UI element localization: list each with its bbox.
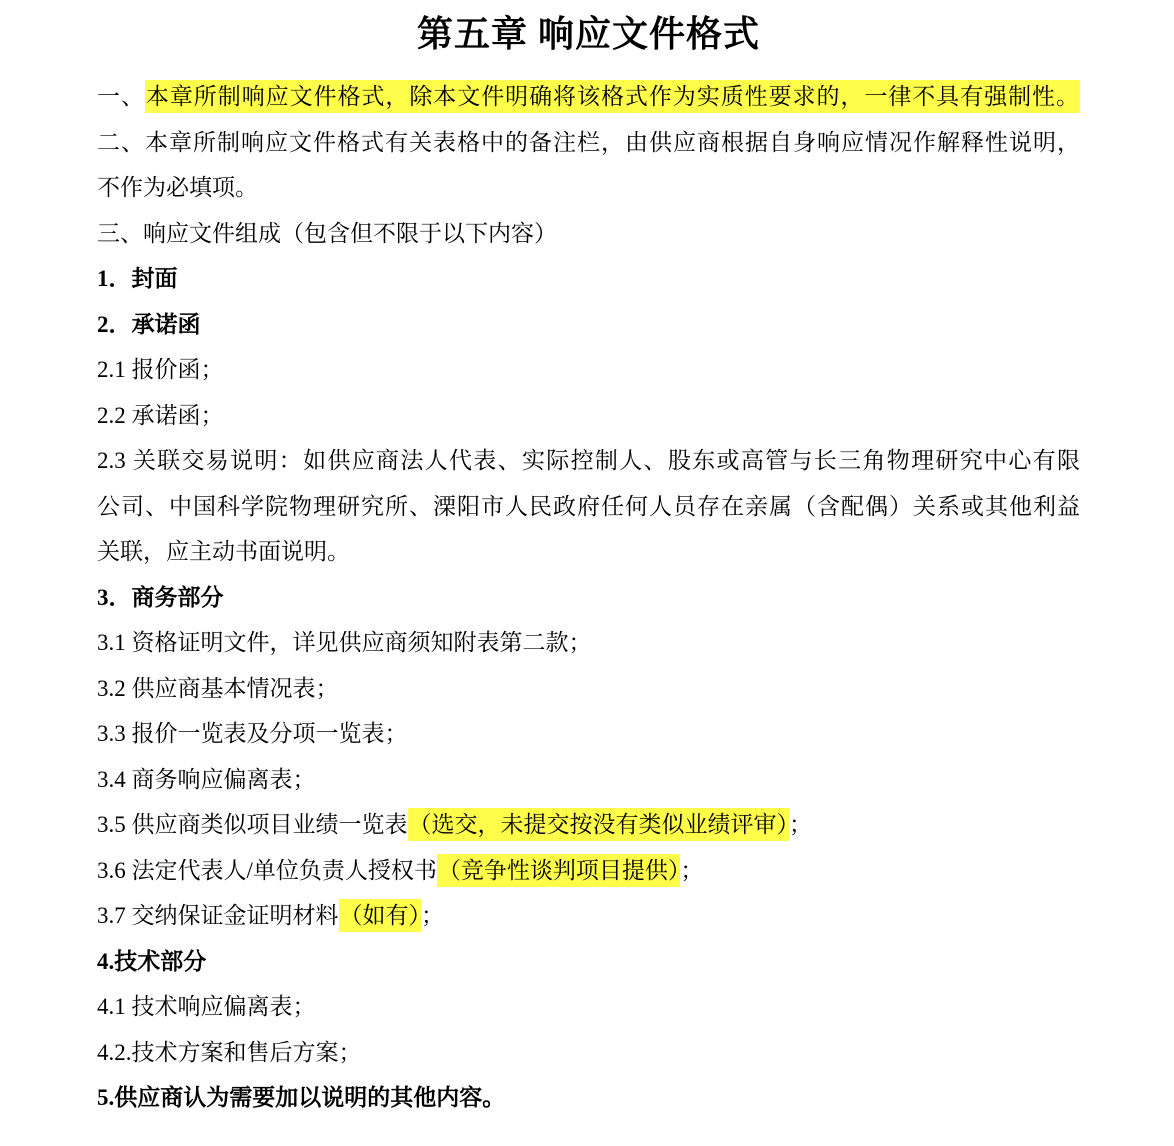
highlighted-text: 本章所制响应文件格式，除本文件明确将该格式作为实质性要求的，一律不具有强制性。 [145, 80, 1080, 113]
item-text: 3.1 资格证明文件，详见供应商须知附表第二款； [97, 630, 592, 655]
heading-text: 1．封面 [97, 266, 178, 291]
chapter-title: 第五章 响应文件格式 [416, 14, 760, 54]
item-text: 3.4 商务响应偏离表； [97, 766, 316, 792]
item-3-2-supplier-basic-info [97, 666, 1080, 712]
paragraph-text: 三、响应文件组成（包含但不限于以下内容） [97, 220, 557, 246]
heading-text: 3．商务部分 [97, 584, 224, 610]
item-text: 2.2 承诺函； [97, 402, 224, 428]
highlighted-text: （如有） [339, 899, 422, 932]
paragraph-text: 2.3 关联交易说明：如供应商法人代表、实际控制人、股东或高管与长三角物理研究中心有限 [97, 448, 1080, 473]
item-3-6-authorization-letter [97, 848, 1080, 894]
item-suffix: ； [421, 903, 444, 928]
paragraph-text: 二、本章所制响应文件格式有关表格中的备注栏，由供应商根据自身响应情况作解释性说明， [97, 129, 1080, 155]
item-text: 3.3 报价一览表及分项一览表； [97, 721, 408, 746]
item-3-5-similar-projects [97, 802, 1080, 848]
heading-commercial-part [97, 575, 1080, 621]
para-prefix: 一、 [97, 84, 145, 109]
item-3-3-quotation-list [97, 711, 1080, 757]
para-related-transactions-line3 [97, 529, 1080, 575]
heading-cover [97, 256, 1080, 302]
paragraph-text: 公司、中国科学院物理研究所、溧阳市人民政府任何人员存在亲属（含配偶）关系或其他利益 [97, 493, 1080, 519]
item-4-2-technical-plan [97, 1030, 1080, 1076]
paragraph-text: 不作为必填项。 [97, 175, 258, 200]
para-composition-note [97, 211, 1080, 257]
item-quotation-letter [97, 347, 1080, 393]
item-text: 3.2 供应商基本情况表； [97, 675, 339, 701]
heading-other-content [97, 1075, 1080, 1121]
item-suffix: ； [680, 857, 704, 883]
para-format-binding-note [97, 74, 1080, 120]
item-suffix: ； [789, 812, 812, 837]
para-related-transactions-line2 [97, 484, 1080, 530]
item-text: 3.6 法定代表人/单位负责人授权书 [97, 857, 437, 883]
item-commitment-letter [97, 393, 1080, 439]
para-remarks-note-line1 [97, 120, 1080, 166]
item-4-1-technical-deviation [97, 984, 1080, 1030]
item-text: 4.2.技术方案和售后方案； [97, 1039, 362, 1065]
highlighted-text: （竞争性谈判项目提供） [437, 854, 681, 887]
para-related-transactions-line1 [97, 438, 1080, 484]
item-3-7-deposit-proof [97, 893, 1080, 939]
document-content [97, 8, 1080, 1121]
item-text: 3.5 供应商类似项目业绩一览表 [97, 812, 408, 837]
item-3-4-commercial-deviation [97, 757, 1080, 803]
item-text: 4.1 技术响应偏离表； [97, 994, 316, 1019]
item-text: 3.7 交纳保证金证明材料 [97, 903, 339, 928]
heading-commitment-letter [97, 302, 1080, 348]
highlighted-text: （选交，未提交按没有类似业绩评审） [408, 808, 790, 841]
heading-text: 2．承诺函 [97, 311, 201, 337]
heading-text: 4.技术部分 [97, 948, 207, 974]
item-text: 2.1 报价函； [97, 357, 224, 382]
heading-text: 5.供应商认为需要加以说明的其他内容。 [97, 1085, 506, 1110]
item-3-1-qualification-documents [97, 620, 1080, 666]
heading-technical-part [97, 939, 1080, 985]
paragraph-text: 关联，应主动书面说明。 [97, 539, 350, 564]
para-remarks-note-line2 [97, 165, 1080, 211]
document-page [0, 8, 1174, 1146]
